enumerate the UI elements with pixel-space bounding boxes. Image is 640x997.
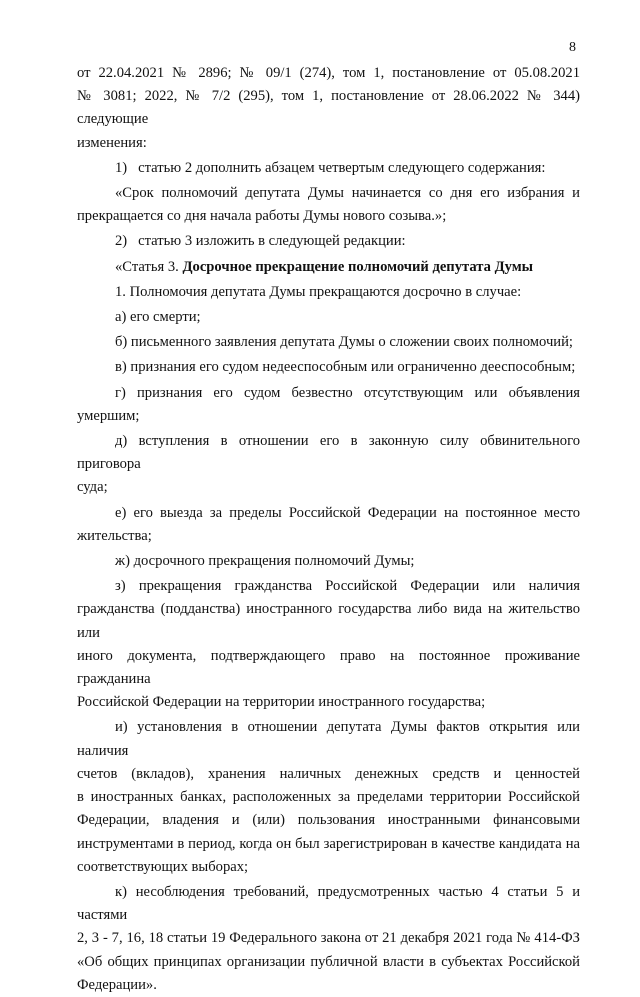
subitem-e-line-1: е) его выезда за пределы Российской Федерации на постоянное место [115, 504, 580, 521]
subitem-i-line-4: Федерации, владения и (или) пользования иностранными финансовыми [77, 812, 580, 829]
article-heading [77, 256, 580, 279]
subitem-z-line-3: иного документа, подтверждающего право на постоянное проживание гражданина [77, 647, 580, 688]
subitem-k-line-3: «Об общих принципах организации публичной власти в субъектах Российской [77, 953, 580, 970]
intro-line-1: от 22.04.2021 № 2896; № 09/1 (274), том 1, постановление от 05.08.2021 [77, 65, 580, 81]
subitem-i-line-2: счетов (вкладов), хранения наличных денежных средств и ценностей [77, 765, 580, 782]
subitem-i-line-5: инструментами в период, когда он был зарегистрирован в качестве кандидата на [77, 835, 580, 852]
article-title: Досрочное прекращение полномочий депутата Думы [182, 258, 534, 275]
subitem-k-line-1: к) несоблюдения требований, предусмотренных частью 4 статьи 5 и частями [77, 883, 580, 924]
subitem-z-line-4: Российской Федерации на территории иностранного государства; [77, 694, 486, 711]
article-prefix: «Статья 3. [115, 258, 183, 275]
amendment-item-2: 2) статью 3 изложить в следующей редакции: [115, 233, 406, 250]
subitem-i-line-1: и) установления в отношении депутата Думы фактов открытия или наличия [77, 719, 580, 759]
clause-1: 1. Полномочия депутата Думы прекращаются досрочно в случае: [115, 283, 522, 300]
intro-line-3: изменения: [77, 134, 147, 151]
subitem-g: г) признания его судом безвестно отсутствующим или объявления умершим; [77, 384, 580, 424]
page-number: 8 [569, 40, 576, 55]
subitem-a: а) его смерти; [115, 309, 201, 326]
document-body [77, 62, 580, 997]
quote-line-1: «Срок полномочий депутата Думы начинается со дня его избрания и [115, 185, 580, 202]
subitem-b: б) письменного заявления депутата Думы о сложении своих полномочий; [115, 334, 573, 351]
subitem-k-line-4: Федерации». [77, 976, 157, 993]
quote-line-2: прекращается со дня начала работы Думы нового созыва.»; [77, 208, 447, 225]
subitem-k-line-2: 2, 3 - 7, 16, 18 статьи 19 Федерального закона от 21 декабря 2021 года № 414-ФЗ [77, 930, 580, 947]
subitem-z-line-2: гражданства (подданства) иностранного государства либо вида на жительство или [77, 601, 580, 641]
subitem-i-line-3: в иностранных банках, расположенных за пределами территории Российской [77, 789, 580, 806]
intro-line-2: № 3081; 2022, № 7/2 (295), том 1, постановление от 28.06.2022 № 344) следующие [77, 88, 580, 128]
subitem-z-line-1: з) прекращения гражданства Российской Федерации или наличия [115, 578, 580, 595]
subitem-d-line-1: д) вступления в отношении его в законную силу обвинительного приговора [77, 433, 580, 473]
subitem-d-line-2: суда; [77, 479, 108, 496]
subitem-zh: ж) досрочного прекращения полномочий Думы; [115, 553, 415, 570]
amendment-item-1: 1) статью 2 дополнить абзацем четвертым следующего содержания: [115, 159, 546, 176]
subitem-v: в) признания его судом недееспособным или ограниченно дееспособным; [115, 359, 576, 376]
subitem-i-line-6: соответствующих выборах; [77, 858, 249, 875]
subitem-e-line-2: жительства; [77, 527, 152, 544]
